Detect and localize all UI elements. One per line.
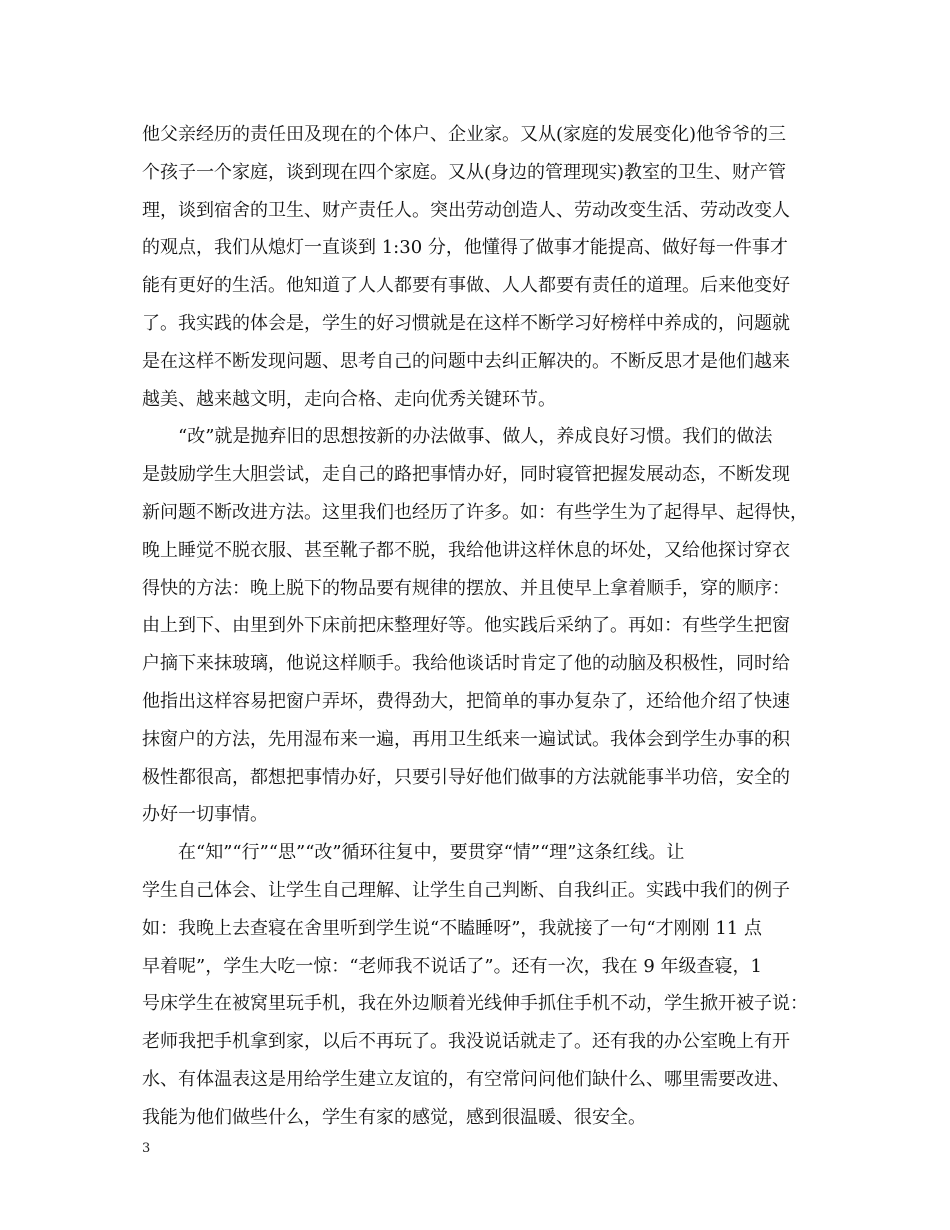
text-line: 办好一切事情。 bbox=[142, 804, 268, 826]
text-line: 了。我实践的体会是，学生的好习惯就是在这样不断学习好榜样中养成的，问题就 bbox=[142, 312, 790, 334]
text-line: 得快的方法：晚上脱下的物品要有规律的摆放、并且使早上拿着顺手，穿的顺序： bbox=[142, 577, 790, 599]
text-line: 我能为他们做些什么，学生有家的感觉，感到很温暖、很安全。 bbox=[142, 1106, 646, 1128]
text-line: 新问题不断改进方法。这里我们也经历了许多。如：有些学生为了起得早、起得快， bbox=[142, 501, 808, 523]
document-body bbox=[142, 116, 822, 1137]
text-line: 是鼓励学生大胆尝试，走自己的路把事情办好，同时寝管把握发展动态，不断发现 bbox=[142, 464, 790, 486]
text-line: 早着呢”，学生大吃一惊：“老师我不说话了”。还有一次，我在 9 年级查寝，1 bbox=[142, 955, 762, 977]
text-line: 号床学生在被窝里玩手机，我在外边顺着光线伸手抓住手机不动，学生掀开被子说： bbox=[142, 993, 808, 1015]
text-line: 晚上睡觉不脱衣服、甚至靴子都不脱，我给他讲这样休息的坏处，又给他探讨穿衣 bbox=[142, 539, 790, 561]
text-line: 个孩子一个家庭，谈到现在四个家庭。又从(身边的管理现实)教室的卫生、财产管 bbox=[142, 161, 787, 183]
text-line: 越美、越来越文明，走向合格、走向优秀关键环节。 bbox=[142, 388, 556, 410]
text-line: 理，谈到宿舍的卫生、财产责任人。突出劳动创造人、劳动改变生活、劳动改变人 bbox=[142, 199, 790, 221]
text-line: 学生自己体会、让学生自己理解、让学生自己判断、自我纠正。实践中我们的例子 bbox=[142, 879, 790, 901]
text-line: 是在这样不断发现问题、思考自己的问题中去纠正解决的。不断反思才是他们越来 bbox=[142, 350, 790, 372]
text-line: 能有更好的生活。他知道了人人都要有事做、人人都要有责任的道理。后来他变好 bbox=[142, 275, 790, 297]
page-number: 3 bbox=[142, 1141, 151, 1156]
text-line: 老师我把手机拿到家，以后不再玩了。我没说话就走了。还有我的办公室晚上有开 bbox=[142, 1031, 790, 1053]
text-line: 他父亲经历的责任田及现在的个体户、企业家。又从(家庭的发展变化)他爷爷的三 bbox=[142, 124, 787, 145]
text-line: 的观点，我们从熄灯一直谈到 1:30 分，他懂得了做事才能提高、做好每一件事才 bbox=[142, 237, 788, 259]
text-line: 抹窗户的方法，先用湿布来一遍，再用卫生纸来一遍试试。我体会到学生办事的积 bbox=[142, 728, 790, 750]
paragraph-first-line: “改”就是抛弃旧的思想按新的办法做事、做人，养成良好习惯。我们的做法 bbox=[178, 426, 773, 448]
text-line: 如：我晚上去查寝在舍里听到学生说“不瞌睡呀”，我就接了一句“才刚刚 11 点 bbox=[142, 917, 762, 939]
paragraph-first-line: 在“知”“行”“思”“改”循环往复中，要贯穿“情”“理”这条红线。让 bbox=[178, 842, 685, 864]
text-line: 他指出这样容易把窗户弄坏，费得劲大，把简单的事办复杂了，还给他介绍了快速 bbox=[142, 690, 790, 712]
text-line: 户摘下来抹玻璃，他说这样顺手。我给他谈话时肯定了他的动脑及积极性，同时给 bbox=[142, 653, 790, 675]
text-line: 由上到下、由里到外下床前把床整理好等。他实践后采纳了。再如：有些学生把窗 bbox=[142, 615, 790, 637]
text-line: 极性都很高，都想把事情办好，只要引导好他们做事的方法就能事半功倍，安全的 bbox=[142, 766, 790, 788]
text-line: 水、有体温表这是用给学生建立友谊的，有空常问问他们缺什么、哪里需要改进、 bbox=[142, 1068, 790, 1090]
